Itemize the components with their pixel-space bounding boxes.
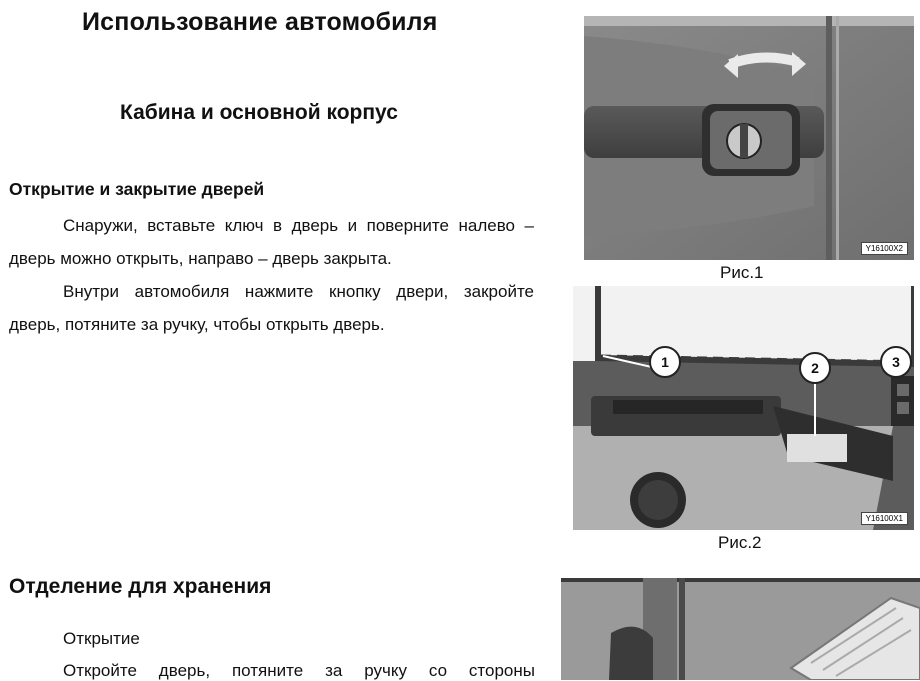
doors-paragraph-outside [9, 209, 534, 275]
door-handle-illustration [584, 16, 914, 260]
figure-1-door-handle-photo [584, 16, 914, 260]
page-title: Использование автомобиля [82, 8, 438, 36]
figure-1-caption: Рис.1 [720, 263, 764, 282]
figure-2-interior-door-photo [573, 286, 914, 530]
figure-2-code: Y16100X1 [861, 512, 908, 525]
doors-heading: Открытие и закрытие дверей [9, 179, 265, 199]
section-title: Кабина и основной корпус [120, 101, 398, 124]
storage-paragraph: Откройте дверь, потяните за ручку со стороны [63, 661, 535, 680]
storage-open-label: Открытие [63, 629, 140, 648]
figure-2-caption: Рис.2 [718, 533, 762, 552]
callout-3: 3 [880, 346, 912, 378]
callout-1: 1 [649, 346, 681, 378]
doors-paragraph-inside [9, 275, 534, 341]
doors-paragraph-inside-text: Внутри автомобиля нажмите кнопку двери, закройте дверь, потяните за ручку, чтобы открыть дверь. [9, 282, 534, 334]
callout-2: 2 [799, 352, 831, 384]
storage-heading: Отделение для хранения [9, 575, 272, 598]
doors-paragraph-outside-text: Снаружи, вставьте ключ в дверь и поверните налево – дверь можно открыть, направо – дверь закрыта. [9, 216, 534, 268]
figure-3-storage-photo [561, 578, 920, 680]
interior-door-illustration [573, 286, 914, 530]
storage-compartment-illustration [561, 578, 920, 680]
figure-1-code: Y16100X2 [861, 242, 908, 255]
